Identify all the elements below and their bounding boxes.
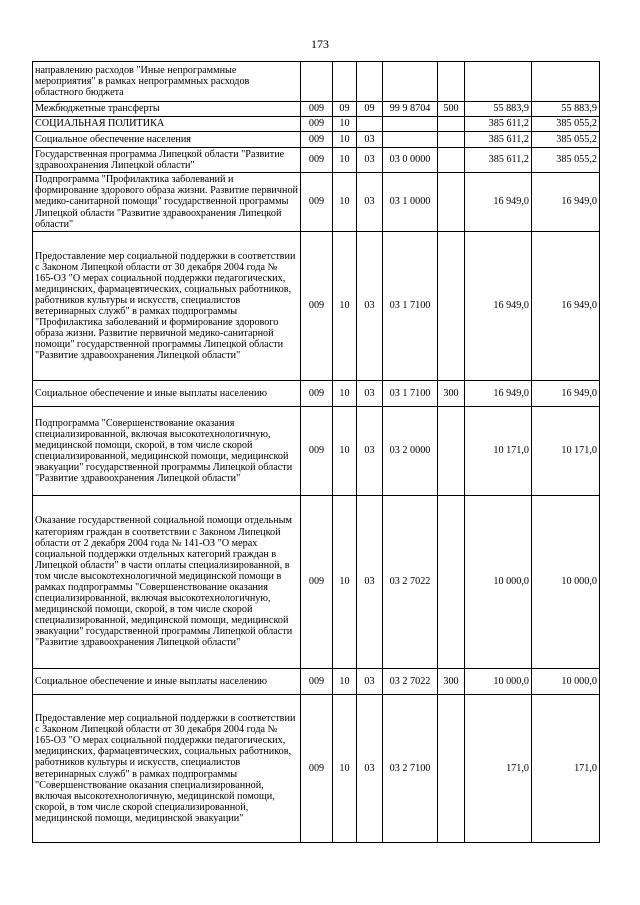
table-row: [33, 148, 600, 173]
subsection-code-cell: [357, 62, 383, 102]
grbs-code-cell: 009: [301, 695, 333, 843]
amount-year2-cell: 16 949,0: [532, 173, 600, 232]
table-row: [33, 173, 600, 232]
table-row: [33, 62, 600, 102]
amount-year2-cell: 385 055,2: [532, 117, 600, 132]
amount-year1-cell: 16 949,0: [465, 381, 532, 407]
expense-type-cell: [438, 62, 465, 102]
page-number: 173: [311, 37, 329, 51]
table-row: [33, 407, 600, 496]
target-article-cell: [383, 62, 438, 102]
amount-year1-cell: [465, 62, 532, 102]
expense-name-cell: Социальное обеспечение и иные выплаты населению: [33, 669, 301, 695]
grbs-code-cell: 009: [301, 102, 333, 117]
table-row: [33, 381, 600, 407]
subsection-code-cell: 03: [357, 695, 383, 843]
grbs-code-cell: 009: [301, 148, 333, 173]
grbs-code-cell: 009: [301, 381, 333, 407]
section-code-cell: 10: [333, 117, 357, 132]
expense-name-cell: СОЦИАЛЬНАЯ ПОЛИТИКА: [33, 117, 301, 132]
table-row: [33, 232, 600, 381]
table-row: [33, 132, 600, 148]
section-code-cell: [333, 62, 357, 102]
expense-name-cell: Подпрограмма "Совершенствование оказания специализированной, включая высокотехнологичную, медицинской помощи, скорой, в том числе скорой специализированной, медицинской помощи, медицинской эвакуации" государственной программы Липецкой области "Развитие здравоохранения Липецкой области": [33, 407, 301, 496]
amount-year1-cell: 385 611,2: [465, 132, 532, 148]
section-code-cell: 10: [333, 669, 357, 695]
subsection-code-cell: 03: [357, 232, 383, 381]
section-code-cell: 10: [333, 496, 357, 669]
expense-name-cell: Подпрограмма "Профилактика заболеваний и формирование здорового образа жизни. Развитие первичной медико-санитарной помощи" государственной программы Липецкой области "Развитие здравоохранения Липецкой области": [33, 173, 301, 232]
amount-year2-cell: 385 055,2: [532, 132, 600, 148]
amount-year1-cell: 16 949,0: [465, 173, 532, 232]
amount-year1-cell: 16 949,0: [465, 232, 532, 381]
target-article-cell: 03 2 7100: [383, 695, 438, 843]
table-row: [33, 695, 600, 843]
amount-year2-cell: 16 949,0: [532, 381, 600, 407]
amount-year2-cell: 10 000,0: [532, 669, 600, 695]
amount-year2-cell: [532, 62, 600, 102]
table-row: [33, 496, 600, 669]
section-code-cell: 10: [333, 407, 357, 496]
subsection-code-cell: 03: [357, 173, 383, 232]
expense-name-cell: Оказание государственной социальной помощи отдельным категориям граждан в соответствии с Законом Липецкой области от 2 декабря 2004 года № 141-ОЗ "О мерах социальной поддержки отдельных категорий граждан в Липецкой области" в части оплаты специализированной, в том числе высокотехнологичной медицинской помощи в рамках подпрограммы "Совершенствование оказания специализированной, включая высокотехнологичную, медицинской помощи, скорой, в том числе скорой специализированной, медицинской помощи, медицинской эвакуации" государственной программы Липецкой области "Развитие здравоохранения Липецкой области": [33, 496, 301, 669]
table-row: [33, 102, 600, 117]
expense-type-cell: [438, 173, 465, 232]
section-code-cell: 10: [333, 695, 357, 843]
expense-type-cell: 500: [438, 102, 465, 117]
expense-type-cell: 300: [438, 669, 465, 695]
target-article-cell: 99 9 8704: [383, 102, 438, 117]
target-article-cell: 03 1 7100: [383, 381, 438, 407]
expense-name-cell: Социальное обеспечение и иные выплаты населению: [33, 381, 301, 407]
target-article-cell: 03 2 7022: [383, 496, 438, 669]
expense-type-cell: [438, 695, 465, 843]
subsection-code-cell: 03: [357, 669, 383, 695]
target-article-cell: [383, 117, 438, 132]
amount-year1-cell: 10 000,0: [465, 496, 532, 669]
expense-type-cell: [438, 496, 465, 669]
expense-name-cell: Предоставление мер социальной поддержки в соответствии с Законом Липецкой области от 30 декабря 2004 года № 165-ОЗ "О мерах социальной поддержки педагогических, медицинских, фармацевтических, социальных работников, работников культуры и искусств, специалистов ветеринарных служб" в рамках подпрограммы "Профилактика заболеваний и формирование здорового образа жизни. Развитие первичной медико-санитарной помощи" государственной программы Липецкой области "Развитие здравоохранения Липецкой области": [33, 232, 301, 381]
amount-year1-cell: 10 171,0: [465, 407, 532, 496]
amount-year2-cell: 16 949,0: [532, 232, 600, 381]
target-article-cell: [383, 132, 438, 148]
budget-table: [32, 61, 600, 843]
target-article-cell: 03 0 0000: [383, 148, 438, 173]
grbs-code-cell: 009: [301, 496, 333, 669]
expense-name-cell: Предоставление мер социальной поддержки в соответствии с Законом Липецкой области от 30 декабря 2004 года № 165-ОЗ "О мерах социальной поддержки педагогических, медицинских, фармацевтических, социальных работников, работников культуры и искусств, специалистов ветеринарных служб" в рамках подпрограммы "Совершенствование оказания специализированной, включая высокотехнологичную, медицинской помощи, скорой, в том числе скорой специализированной, медицинской помощи, медицинской эвакуации": [33, 695, 301, 843]
section-code-cell: 10: [333, 173, 357, 232]
amount-year2-cell: 385 055,2: [532, 148, 600, 173]
grbs-code-cell: [301, 62, 333, 102]
expense-type-cell: [438, 117, 465, 132]
amount-year1-cell: 55 883,9: [465, 102, 532, 117]
amount-year2-cell: 55 883,9: [532, 102, 600, 117]
grbs-code-cell: 009: [301, 117, 333, 132]
subsection-code-cell: 03: [357, 148, 383, 173]
target-article-cell: 03 1 7100: [383, 232, 438, 381]
section-code-cell: 10: [333, 132, 357, 148]
amount-year1-cell: 10 000,0: [465, 669, 532, 695]
target-article-cell: 03 2 7022: [383, 669, 438, 695]
grbs-code-cell: 009: [301, 407, 333, 496]
grbs-code-cell: 009: [301, 173, 333, 232]
amount-year2-cell: 171,0: [532, 695, 600, 843]
subsection-code-cell: 03: [357, 407, 383, 496]
expense-type-cell: [438, 407, 465, 496]
expense-type-cell: [438, 132, 465, 148]
expense-name-cell: Государственная программа Липецкой области "Развитие здравоохранения Липецкой области": [33, 148, 301, 173]
expense-name-cell: направлению расходов "Иные непрограммные мероприятия" в рамках непрограммных расходов областного бюджета: [33, 62, 301, 102]
grbs-code-cell: 009: [301, 669, 333, 695]
section-code-cell: 10: [333, 381, 357, 407]
grbs-code-cell: 009: [301, 232, 333, 381]
expense-type-cell: [438, 148, 465, 173]
section-code-cell: 10: [333, 232, 357, 381]
amount-year1-cell: 385 611,2: [465, 117, 532, 132]
expense-type-cell: 300: [438, 381, 465, 407]
target-article-cell: 03 2 0000: [383, 407, 438, 496]
amount-year2-cell: 10 171,0: [532, 407, 600, 496]
expense-type-cell: [438, 232, 465, 381]
section-code-cell: 10: [333, 148, 357, 173]
subsection-code-cell: [357, 117, 383, 132]
expense-name-cell: Социальное обеспечение населения: [33, 132, 301, 148]
table-row: [33, 669, 600, 695]
amount-year2-cell: 10 000,0: [532, 496, 600, 669]
target-article-cell: 03 1 0000: [383, 173, 438, 232]
amount-year1-cell: 171,0: [465, 695, 532, 843]
subsection-code-cell: 03: [357, 132, 383, 148]
grbs-code-cell: 009: [301, 132, 333, 148]
subsection-code-cell: 03: [357, 381, 383, 407]
subsection-code-cell: 03: [357, 496, 383, 669]
expense-name-cell: Межбюджетные трансферты: [33, 102, 301, 117]
subsection-code-cell: 09: [357, 102, 383, 117]
section-code-cell: 09: [333, 102, 357, 117]
amount-year1-cell: 385 611,2: [465, 148, 532, 173]
table-row: [33, 117, 600, 132]
